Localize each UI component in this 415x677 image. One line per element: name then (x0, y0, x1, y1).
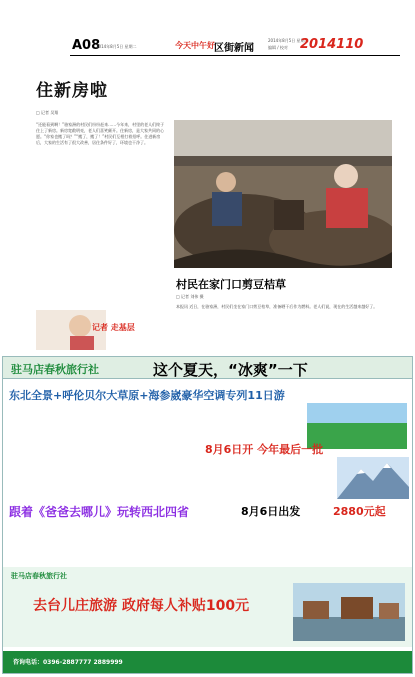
route-title: 东北全景+呼伦贝尔大草原+海参崴豪华空调专列11日游 (9, 389, 285, 402)
promo-2-title: 跟着《爸爸去哪儿》玩转西北四省 (9, 505, 190, 519)
header-tag: 2014110 (300, 37, 364, 52)
promo-2-date: 8月6日出发 (241, 505, 301, 518)
mountain-photo (337, 457, 409, 499)
header-date: 2014年8月5日 星期二 (268, 38, 309, 43)
promo-2-price: 2880元起 (333, 505, 386, 518)
price-detail-text (205, 457, 335, 491)
caption-body: 本报讯 近日，在骆家洲，村民们坐在家门口剪豆桔草，准备晒干后作为燃料。老人们说，现在的生活越来越好了。 (176, 304, 378, 309)
article-body-left: “还能看到啊！”骆家洲的村民们纷纷赶来……今年来，村里的老人们终于住上了新房。新房宽敞明亮，老人们喜笑颜开。住新房，是大家共同的心愿。“你家也搬了吗？”“搬了，搬了！”村民们互相打着招呼。住进新房后，大家的生活有了很大改善，居住条件好了，环境也干净了。 (36, 122, 165, 145)
ad-intro-text (11, 405, 263, 439)
inset-label: 记者 走基层 (92, 323, 135, 332)
promo-2-text (11, 521, 195, 561)
page-sub: 2014年8月5日 星期二 (96, 44, 137, 49)
section-title: 区街新闻 (214, 43, 254, 54)
header-rule (70, 55, 400, 56)
town-photo (293, 583, 405, 641)
main-photo (174, 120, 392, 268)
page-number: A08 (72, 38, 101, 53)
newspaper-logo: 今天中午好 (175, 41, 215, 50)
agency-name: 驻马店春秋旅行社 (11, 363, 99, 376)
travel-advertisement (2, 356, 413, 674)
bottom-agency: 驻马店春秋旅行社 (11, 572, 67, 580)
price-heading: 8月6日开 今年最后一批 (205, 443, 324, 456)
bottom-title: 去台儿庄旅游 政府每人补贴100元 (33, 598, 250, 614)
photo-caption: 村民在家门口剪豆桔草 (176, 278, 286, 291)
promo-2-routes (203, 521, 403, 561)
ad-detail-text (11, 441, 201, 491)
article-headline: 住新房啦 (36, 81, 108, 101)
article-byline: □ 记者 吴翔 (36, 110, 59, 115)
contact-phone: 咨询电话：0396-2887777 2889999 (13, 659, 123, 666)
photo-credit: □ 记者 刘伟 摄 (176, 294, 204, 299)
header-editor: 编辑 / 校对 (268, 45, 288, 50)
ad-slogan: 这个夏天，“冰爽”一下 (153, 361, 308, 379)
